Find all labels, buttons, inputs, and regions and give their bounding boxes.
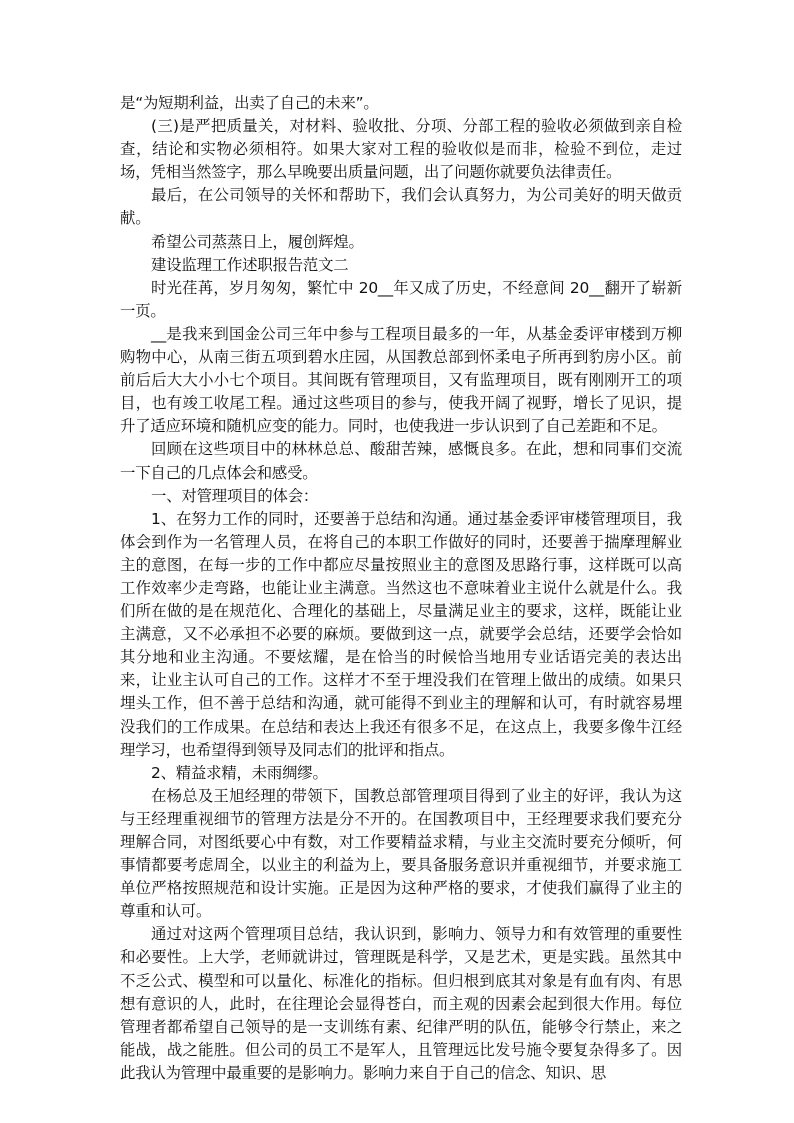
paragraph: 时光荏苒，岁月匆匆，繁忙中 20__年又成了历史，不经意间 20__翻开了崭新一页。 [120,278,682,320]
paragraph: 1、在努力工作的同时，还要善于总结和沟通。通过基金委评审楼管理项目，我体会到作为一名管理人员，在将自己的本职工作做好的同时，还要善于揣摩理解业主的意图，在每一步的工作中都应尽量按照业主的意图及思路行事，这样既可以高工作效率少走弯路，也能让业主满意。当然这也不意味着业主说什么就是什么。我们所在做的是在规范化、合理化的基础上，尽量满足业主的要求，这样，既能让业主满意，又不必承担不必要的麻烦。要做到这一点，就要学会总结，还要学会恰如其分地和业主沟通。不要炫耀，是在恰当的时候恰当地用专业话语完美的表达出来，让业主认可自己的工作。这样才不至于埋没我们在管理上做出的成绩。如果只埋头工作，但不善于总结和沟通，就可能得不到业主的理解和认可，有时就容易埋没我们的工作成果。在总结和表达上我还有很多不足，在这点上，我要多像牛江经理学习，也希望得到领导及同志们的批评和指点。 [120,509,682,759]
paragraph: 通过对这两个管理项目总结，我认识到，影响力、领导力和有效管理的重要性和必要性。上大学，老师就讲过，管理既是科学，又是艺术，更是实践。虽然其中不乏公式、模型和可以量化、标准化的指标。但归根到底其对象是有血有肉、有思想有意识的人，此时，在往理论会显得苍白，而主观的因素会起到很大作用。每位管理者都希望自己领导的是一支训练有素、纪律严明的队伍，能够令行禁止，来之能战，战之能胜。但公司的员工不是军人，且管理远比发号施令要复杂得多了。因此我认为管理中最重要的是影响力。影响力来自于自己的信念、知识、思 [120,925,682,1082]
paragraph: 回顾在这些项目中的林林总总、酸甜苦辣，感慨良多。在此，想和同事们交流一下自己的几点体会和感受。 [120,440,682,482]
paragraph: 最后，在公司领导的关怀和帮助下，我们会认真努力，为公司美好的明天做贡献。 [120,186,682,228]
section-heading: 2、精益求精，未雨绸缪。 [151,763,328,782]
section-heading: 建设监理工作述职报告范文二 [151,255,349,274]
paragraph: __是我来到国金公司三年中参与工程项目最多的一年，从基金委评审楼到万柳购物中心，从南三街五项到碧水庄园，从国教总部到怀柔电子所再到豹房小区。前前后后大大小小七个项目。其间既有管理项目，又有监理项目，既有刚刚开工的项目，也有竣工收尾工程。通过这些项目的参与，使我开阔了视野，增长了见识，提升了适应环境和随机应变的能力。同时，也使我进一步认识到了自己差距和不足。 [120,324,682,436]
paragraph: 希望公司蒸蒸日上，履创辉煌。 [151,232,364,251]
paragraph: (三)是严把质量关，对材料、验收批、分项、分部工程的验收必须做到亲自检查，结论和实物必须相符。如果大家对工程的验收似是而非，检验不到位，走过场，凭相当然签字，那么早晚要出质量问题，出了问题你就要负法律责任。 [120,117,682,182]
document-page [120,92,682,1085]
paragraph: 在杨总及王旭经理的带领下，国教总部管理项目得到了业主的好评，我认为这与王经理重视细节的管理方法是分不开的。在国教项目中，王经理要求我们要充分理解合同，对图纸要心中有数，对工作要精益求精，与业主交流时要充分倾听，何事情都要考虑周全，以业主的利益为上，要具备服务意识并重视细节，并要求施工单位严格按照规范和设计实施。正是因为这种严格的要求，才使我们赢得了业主的尊重和认可。 [120,786,682,921]
paragraph: 是“为短期利益，出卖了自己的未来”。 [120,94,379,112]
section-heading: 一、对管理项目的体会： [151,486,319,505]
